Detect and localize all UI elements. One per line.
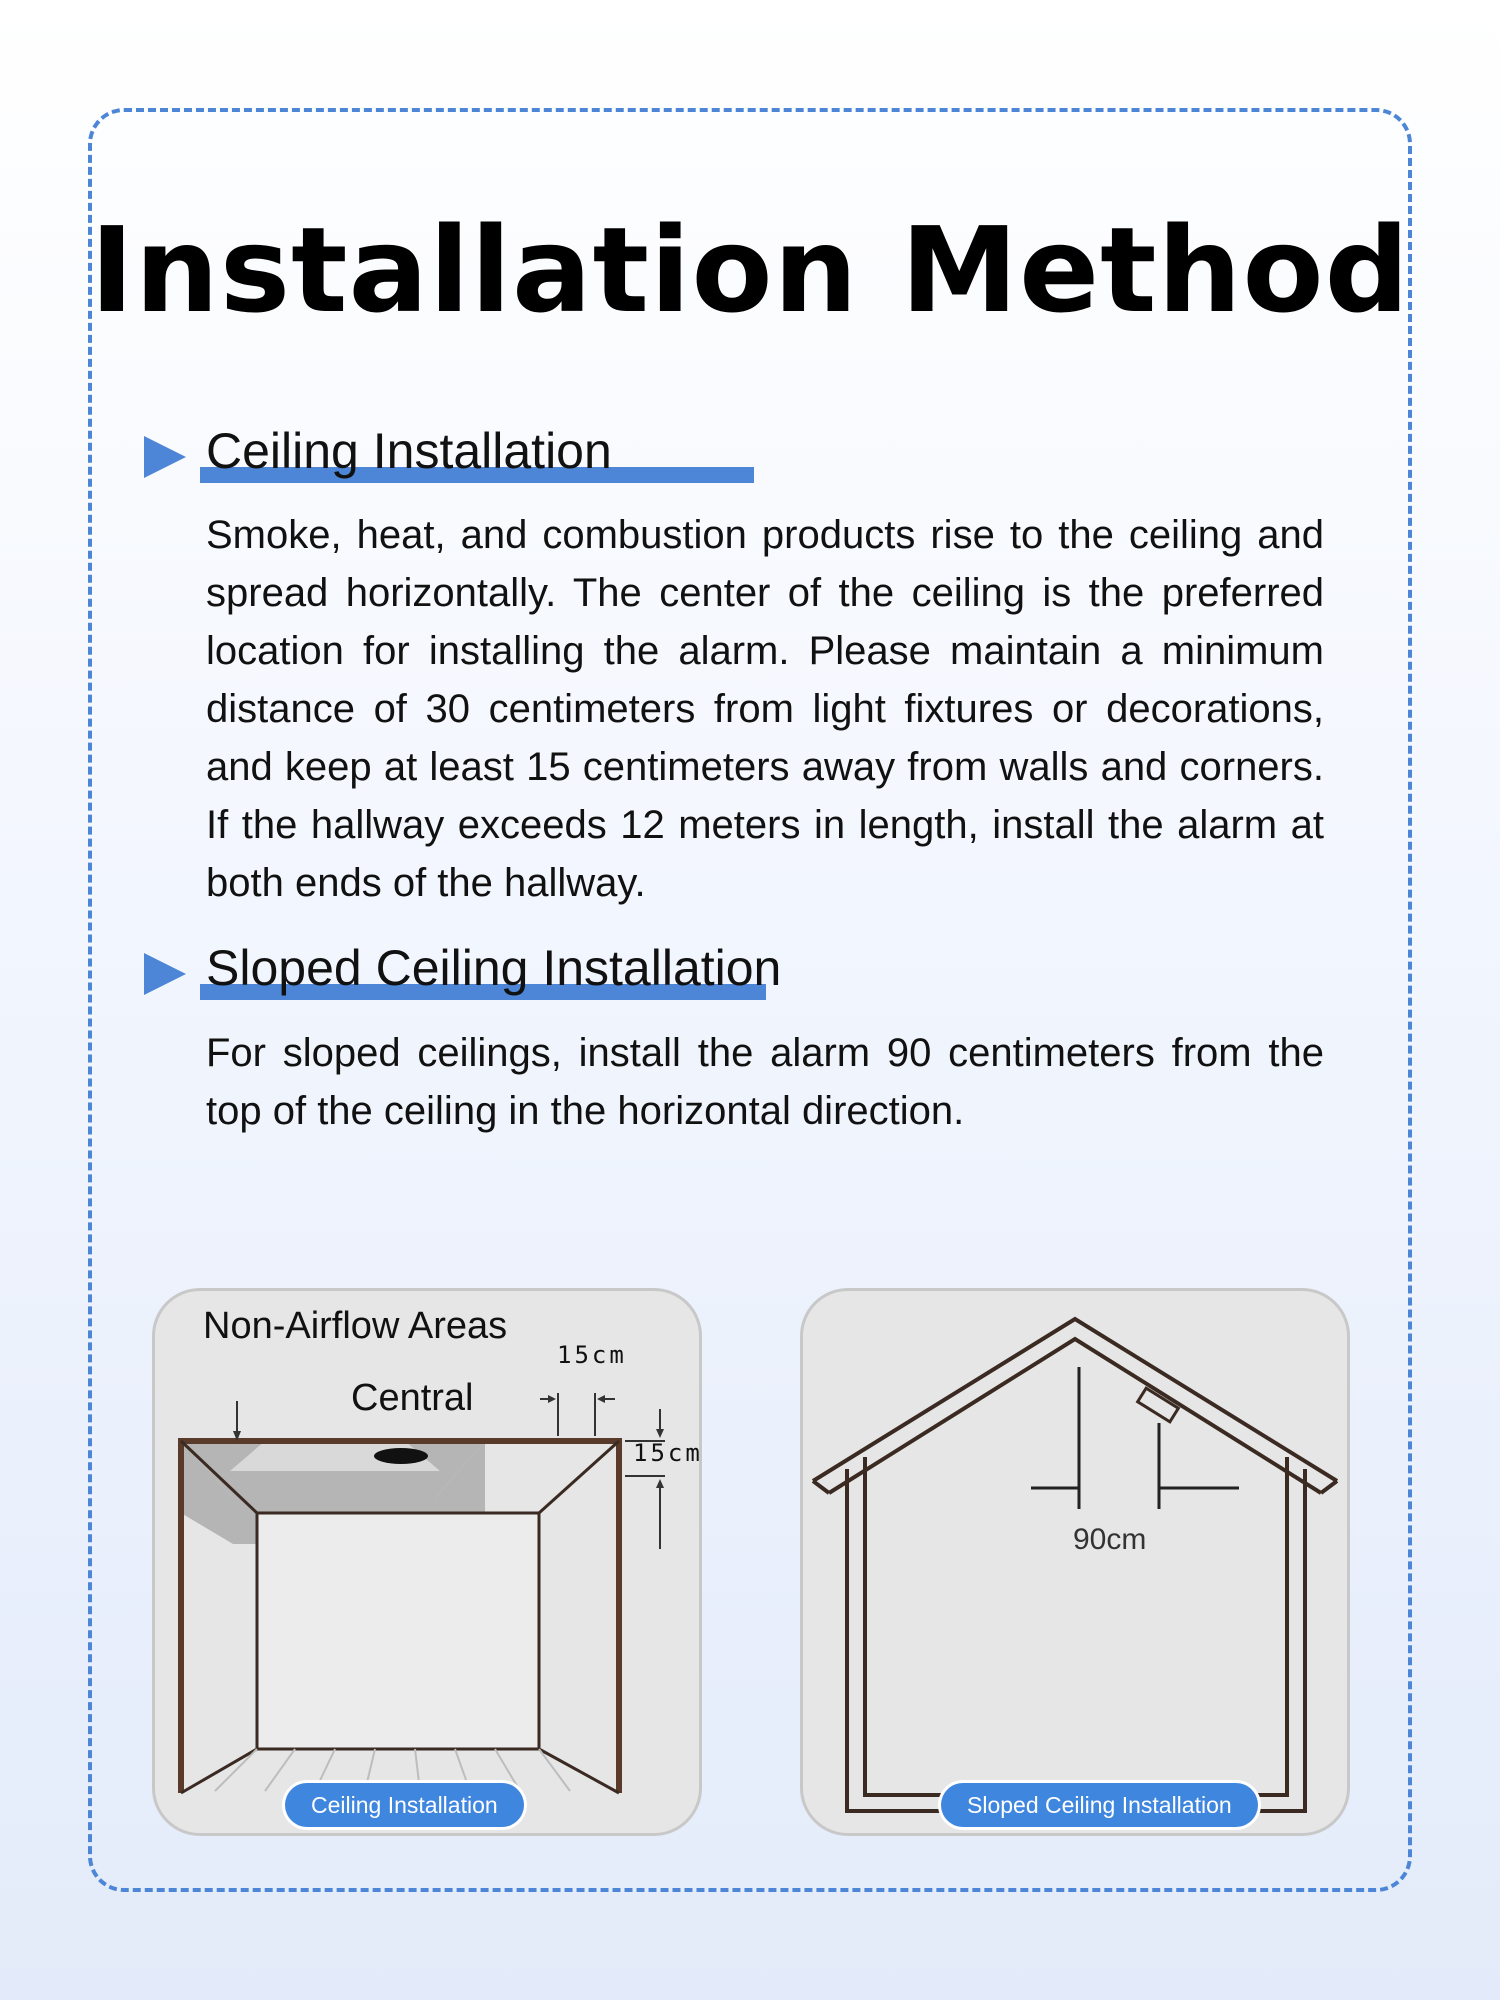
sloped-diagram-card	[800, 1288, 1350, 1836]
dim-top-label: 15cm	[557, 1341, 627, 1369]
dim-side-label: 15cm	[633, 1439, 703, 1467]
sloped-diagram	[803, 1291, 1353, 1839]
page-title: Installation Method	[89, 201, 1411, 339]
non-airflow-label: Non-Airflow Areas	[203, 1305, 508, 1347]
section-heading-label: Sloped Ceiling Installation	[206, 940, 782, 996]
roof-outer	[813, 1319, 1337, 1481]
ceiling-paragraph: Smoke, heat, and combustion products rise to the ceiling and spread horizontally. The center of the ceiling is the preferred location for installing the alarm. Please maintain a minimum distance of 30 centimeters from light fixtures or decorations, and keep at least 15 centimeters away from walls and corners. If the hallway exceeds 12 meters in length, install the alarm at both ends of the hallway.	[206, 513, 1324, 905]
back-wall	[257, 1513, 539, 1749]
smoke-alarm-icon	[374, 1448, 428, 1464]
house-walls-inner	[865, 1457, 1287, 1795]
triangle-bullet-icon	[144, 953, 186, 995]
house-walls-outer	[847, 1469, 1305, 1811]
dim-90-label: 90cm	[1073, 1523, 1147, 1556]
section-heading-label: Ceiling Installation	[206, 423, 612, 479]
sloped-caption-badge: Sloped Ceiling Installation	[941, 1783, 1258, 1827]
roof-inner	[829, 1339, 1321, 1493]
triangle-bullet-icon	[144, 436, 186, 478]
ceiling-diagram	[155, 1291, 705, 1839]
ceiling-diagram-card	[152, 1288, 702, 1836]
central-label: Central	[351, 1377, 474, 1419]
sloped-paragraph: For sloped ceilings, install the alarm 90 centimeters from the top of the ceiling in the horizontal direction.	[206, 1031, 1324, 1133]
ceiling-caption-badge: Ceiling Installation	[285, 1783, 524, 1827]
